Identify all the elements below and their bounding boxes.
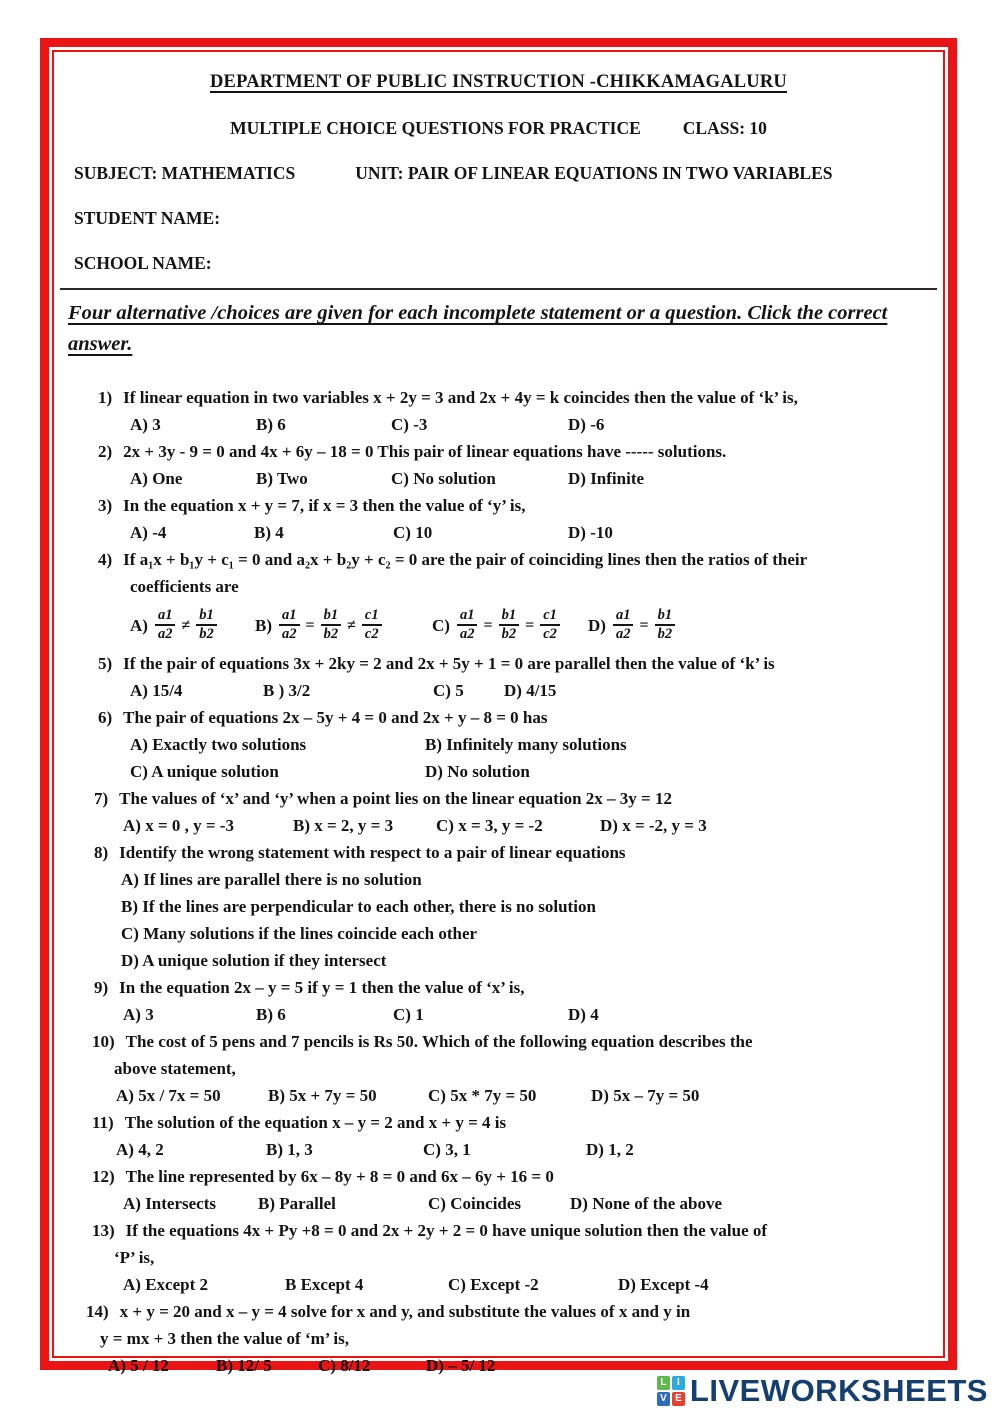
question-8 [64,839,933,974]
option-b[interactable]: B) 6 [256,1005,286,1024]
options-row [64,1001,933,1028]
liveworksheets-brand-text[interactable]: LIVEWORKSHEETS [689,1372,988,1408]
option-a[interactable]: A) 5x / 7x = 50 [116,1086,221,1105]
option-c[interactable]: C) -3 [391,415,428,434]
equal-sign: = [305,616,315,634]
option-c[interactable]: C) A unique solution [130,762,279,781]
logo-square-v: V [657,1392,670,1406]
question-1 [64,384,933,438]
question-text-continued: above statement, [114,1059,236,1078]
page-frame-inner [52,50,945,1375]
question-number: 1) [98,388,113,407]
question-11 [64,1109,933,1163]
student-name-label: STUDENT NAME: [74,208,221,228]
question-number: 8) [94,843,109,862]
option-b[interactable]: B) Parallel [258,1194,336,1213]
options-row [64,1136,933,1163]
option-b[interactable]: B) 4 [254,523,284,542]
option-a[interactable]: A) If lines are parallel there is no solution [121,870,422,889]
option-d[interactable]: D) $\frac{a1}{a2}$ = $\frac{b1}{b2}$ [588,600,677,650]
equal-sign: = [483,616,493,634]
option-b[interactable]: B) If the lines are perpendicular to each other, there is no solution [121,897,596,916]
option-d[interactable]: D) Infinite [568,469,645,488]
option-d[interactable]: D) – 5/ 12 [426,1356,496,1375]
instruction-text: Four alternative /choices are given for each incomplete statement or a question. Click the correct answer. [68,302,888,355]
equal-sign: = [639,616,649,634]
option-a[interactable]: A) 3 [130,415,161,434]
options-row [64,947,933,974]
option-a[interactable]: A) $\frac{a1}{a2}$ ≠ $\frac{b1}{b2}$ [130,600,219,650]
question-number: 9) [94,978,109,997]
option-c[interactable]: C) 1 [393,1005,424,1024]
question-number: 14) [86,1302,109,1321]
option-c[interactable]: C) Many solutions if the lines coincide each other [121,924,478,943]
question-3 [64,492,933,546]
options-row [64,920,933,947]
school-name-label: SCHOOL NAME: [74,253,212,273]
logo-square-l: L [657,1376,670,1390]
question-text: 13) If the equations 4x + Py +8 = 0 and 2x + 2y + 2 = 0 have unique solution then the value of [64,1217,933,1244]
option-b[interactable]: B) $\frac{a1}{a2}$ = $\frac{b1}{b2}$ ≠ $\frac{c1}{c2}$ [255,600,384,650]
options-row [64,731,933,758]
question-number: 6) [98,708,113,727]
option-a[interactable]: A) One [130,469,183,488]
question-14 [64,1298,933,1379]
option-d[interactable]: D) No solution [425,762,530,781]
option-c[interactable]: C) 5x * 7y = 50 [428,1086,537,1105]
question-text: 5) If the pair of equations 3x + 2ky = 2 and 2x + 5y + 1 = 0 are parallel then the value of ‘k’ is [64,650,933,677]
page-frame [40,38,957,1375]
option-a[interactable]: A) 15/4 [130,681,183,700]
question-text: 11) The solution of the equation x – y = 2 and x + y = 4 is [64,1109,933,1136]
option-b[interactable]: B) 1, 3 [266,1140,313,1159]
question-text-continued: y = mx + 3 then the value of ‘m’ is, [100,1329,350,1348]
question-13 [64,1217,933,1298]
question-6 [64,704,933,785]
question-number: 13) [92,1221,115,1240]
options-row-fractions [64,600,933,650]
question-5 [64,650,933,704]
not-equal-sign: ≠ [181,616,191,634]
option-b[interactable]: B) Two [256,469,308,488]
question-number: 10) [92,1032,115,1051]
option-a[interactable]: A) -4 [130,523,167,542]
question-text: 6) The pair of equations 2x – 5y + 4 = 0 and 2x + y – 8 = 0 has [64,704,933,731]
question-text: 2) 2x + 3y - 9 = 0 and 4x + 6y – 18 = 0 This pair of linear equations have ----- solutions. [64,438,933,465]
option-b[interactable]: B) Infinitely many solutions [425,735,627,754]
document-title: DEPARTMENT OF PUBLIC INSTRUCTION -CHIKKAMAGALURU [209,72,787,92]
option-a[interactable]: A) x = 0 , y = -3 [123,816,234,835]
question-number: 11) [92,1113,114,1132]
option-b[interactable]: B) 12/ 5 [216,1356,272,1375]
options-row [64,1190,933,1217]
question-number: 3) [98,496,113,515]
question-number: 2) [98,442,113,461]
option-b[interactable]: B) 6 [256,415,286,434]
question-text: 10) The cost of 5 pens and 7 pencils is Rs 50. Which of the following equation describes the [64,1028,933,1055]
question-text-continued: coefficients are [130,577,239,596]
liveworksheets-logo-icon[interactable] [657,1376,685,1406]
fraction: $\frac{a1}{a2}$ [279,608,300,642]
question-12 [64,1163,933,1217]
fraction: $\frac{a1}{a2}$ [155,608,176,642]
question-7 [64,785,933,839]
option-a[interactable]: A) Exactly two solutions [130,735,307,754]
option-a[interactable]: A) 5 / 12 [108,1356,169,1375]
not-equal-sign: ≠ [347,616,356,634]
questions-list [64,384,933,1379]
option-d[interactable]: D) -10 [568,523,613,542]
equal-sign: = [525,616,535,634]
options-row [64,1271,933,1298]
option-c[interactable]: C) 8/12 [318,1356,371,1375]
question-2 [64,438,933,492]
option-b[interactable]: B Except 4 [285,1275,364,1294]
fraction: $\frac{c1}{c2}$ [362,608,382,642]
question-text: 8) Identify the wrong statement with respect to a pair of linear equations [64,839,933,866]
question-text: 1) If linear equation in two variables x + 2y = 3 and 2x + 4y = k coincides then the value of ‘k’ is, [64,384,933,411]
divider-line [60,288,937,290]
options-row [64,866,933,893]
question-number: 12) [92,1167,115,1186]
subject-label: SUBJECT: MATHEMATICS [74,163,296,183]
option-c[interactable]: C) $\frac{a1}{a2}$ = $\frac{b1}{b2}$ = $\frac{c1}{c2}$ [432,600,562,650]
question-number: 7) [94,789,109,808]
option-c[interactable]: C) 3, 1 [423,1140,471,1159]
question-text: 14) x + y = 20 and x – y = 4 solve for x and y, and substitute the values of x and y in [64,1298,933,1325]
options-row [64,519,933,546]
option-d[interactable]: D) A unique solution if they intersect [121,951,387,970]
question-number: 5) [98,654,113,673]
option-a[interactable]: A) Intersects [123,1194,216,1213]
option-c[interactable]: C) No solution [391,469,496,488]
options-row [64,1082,933,1109]
logo-square-i: I [672,1376,685,1390]
option-a[interactable]: A) 3 [123,1005,154,1024]
options-row [64,893,933,920]
option-d[interactable]: D) 4/15 [504,681,557,700]
option-c[interactable]: C) Except -2 [448,1275,539,1294]
option-c[interactable]: C) Coincides [428,1194,522,1213]
document-subtitle-row [64,118,933,139]
options-row [64,677,933,704]
option-d[interactable]: D) 1, 2 [586,1140,634,1159]
option-c[interactable]: C) 5 [433,681,464,700]
fraction: $\frac{b1}{b2}$ [321,608,342,642]
option-a[interactable]: A) Except 2 [123,1275,208,1294]
option-c[interactable]: C) 10 [393,523,433,542]
option-b[interactable]: B) x = 2, y = 3 [293,816,394,835]
option-b[interactable]: B ) 3/2 [263,681,311,700]
fraction: $\frac{b1}{b2}$ [196,608,217,642]
option-d[interactable]: D) -6 [568,415,605,434]
question-10 [64,1028,933,1109]
option-a[interactable]: A) 4, 2 [116,1140,164,1159]
question-number: 4) [98,550,113,569]
fraction: $\frac{b1}{b2}$ [655,608,676,642]
class-label: CLASS: 10 [682,118,767,138]
option-b[interactable]: B) 5x + 7y = 50 [268,1086,377,1105]
liveworksheets-footer [0,1368,1000,1413]
question-text: 9) In the equation 2x – y = 5 if y = 1 then the value of ‘x’ is, [64,974,933,1001]
option-d[interactable]: D) 4 [568,1005,599,1024]
option-d[interactable]: D) 5x – 7y = 50 [591,1086,700,1105]
worksheet-content [54,52,943,1375]
options-row [64,758,933,785]
fraction: $\frac{c1}{c2}$ [540,608,560,642]
fraction: $\frac{a1}{a2}$ [613,608,634,642]
logo-square-e: E [672,1392,685,1406]
question-9 [64,974,933,1028]
subject-unit-row [64,163,933,184]
question-text-continued: ‘P’ is, [114,1248,155,1267]
fraction: $\frac{a1}{a2}$ [457,608,478,642]
option-c[interactable]: C) x = 3, y = -2 [436,816,543,835]
option-d[interactable]: D) Except -4 [618,1275,709,1294]
options-row [64,411,933,438]
question-text: 4) If a₁x + b₁y + c₁ = 0 and a₂x + b₂y + c₂ = 0 are the pair of coinciding lines then the ratios of their [64,546,933,573]
options-row [64,465,933,492]
unit-label: UNIT: PAIR OF LINEAR EQUATIONS IN TWO VARIABLES [355,163,833,183]
option-d[interactable]: D) None of the above [570,1194,723,1213]
document-subtitle: MULTIPLE CHOICE QUESTIONS FOR PRACTICE [230,118,641,138]
option-d[interactable]: D) x = -2, y = 3 [600,816,707,835]
question-4 [64,546,933,650]
options-row [64,812,933,839]
fraction: $\frac{b1}{b2}$ [499,608,520,642]
question-text: 7) The values of ‘x’ and ‘y’ when a point lies on the linear equation 2x – 3y = 12 [64,785,933,812]
question-text: 3) In the equation x + y = 7, if x = 3 then the value of ‘y’ is, [64,492,933,519]
question-text: 12) The line represented by 6x – 8y + 8 = 0 and 6x – 6y + 16 = 0 [64,1163,933,1190]
